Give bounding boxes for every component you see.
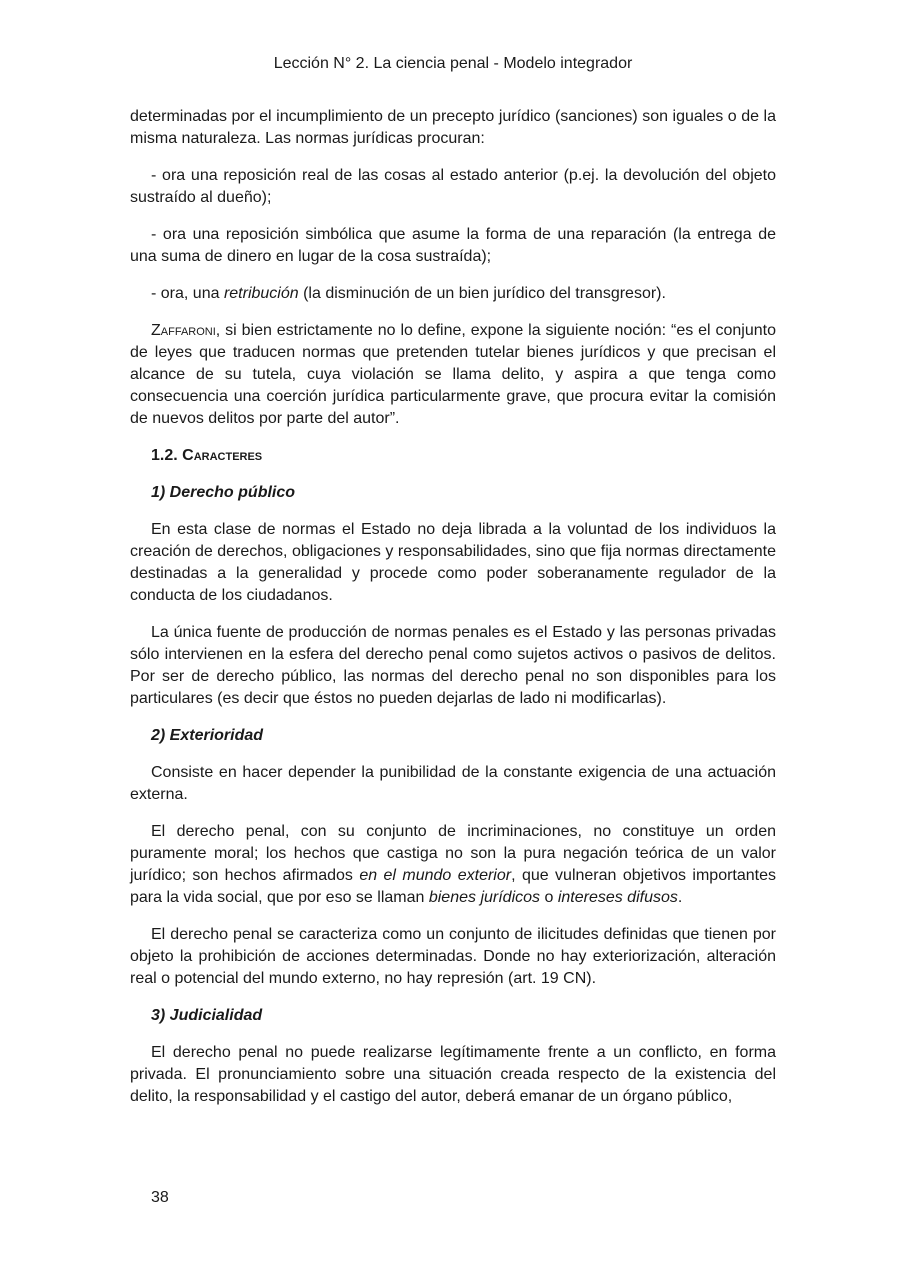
paragraph: Consiste en hacer depender la punibilidad de la constante exigencia de una actuación externa. <box>130 764 776 803</box>
italic-term: en el mundo exterior <box>359 867 512 884</box>
text-run: , si bien estrictamente no lo define, expone la siguiente noción: “es el conjunto de leyes que traducen normas que pretenden tutelar bienes jurídicos y que precisan el alcance de su tutela, cuya violación se llama delito, y aspira a que tenga como consecuencia una coerción jurídica particularmente grave, que procura evitar la comisión de nuevos delitos por parte del autor”. <box>130 322 776 427</box>
page-number: 38 <box>151 1189 169 1206</box>
list-item: - ora una reposición real de las cosas al estado anterior (p.ej. la devolución del objeto sustraído al dueño); <box>130 167 776 206</box>
paragraph: En esta clase de normas el Estado no deja librada a la voluntad de los individuos la creación de derechos, obligaciones y responsabilidades, sino que fija normas directamente destinadas a la generalidad y procede como poder soberanamente regulador de la conducta de los ciudadanos. <box>130 521 776 604</box>
author-name: Zaffaroni <box>151 322 216 339</box>
italic-term: intereses difusos <box>557 889 678 906</box>
list-item <box>130 283 776 305</box>
section-number: 1.2. <box>151 447 183 464</box>
paragraph: La única fuente de producción de normas penales es el Estado y las personas privadas sólo intervienen en la esfera del derecho penal como sujetos activos o pasivos de delitos. Por ser de derecho público, las normas del derecho penal no son disponibles para los particulares (es decir que éstos no pueden dejarlas de lado ni modificarlas). <box>130 624 776 707</box>
italic-term: retribución <box>223 285 299 302</box>
paragraph <box>130 821 776 909</box>
section-heading <box>130 445 776 467</box>
text-run: El derecho penal, con su conjunto de incriminaciones, no constituye un orden puramente moral; los hechos que castiga no son la pura negación teórica de un valor jurídico; son hechos afirmados <box>130 823 776 884</box>
text-run: (la disminución de un bien jurídico del transgresor). <box>298 285 666 302</box>
subheading: 2) Exterioridad <box>151 727 264 744</box>
paragraph: El derecho penal no puede realizarse legítimamente frente a un conflicto, en forma privada. El pronunciamiento sobre una situación creada respecto de la existencia del delito, la responsabilidad y el castigo del autor, deberá emanar de un órgano público, <box>130 1044 776 1105</box>
text-run: , que vulneran objetivos importantes para la vida social, que por eso se llaman <box>130 867 777 906</box>
text-run: - ora, una <box>151 285 224 302</box>
page-body <box>130 106 776 1123</box>
running-header: Lección N° 2. La ciencia penal - Modelo integrador <box>273 55 633 72</box>
subheading: 3) Judicialidad <box>151 1007 263 1024</box>
subheading: 1) Derecho público <box>151 484 296 501</box>
list-item: - ora una reposición simbólica que asume la forma de una reparación (la entrega de una suma de dinero en lugar de la cosa sustraída); <box>130 226 776 265</box>
paragraph: determinadas por el incumplimiento de un precepto jurídico (sanciones) son iguales o de la misma naturaleza. Las normas jurídicas procuran: <box>130 108 776 147</box>
italic-term: bienes jurídicos <box>428 889 541 906</box>
paragraph <box>130 320 776 430</box>
section-title: Caracteres <box>182 447 263 464</box>
text-run: . <box>677 889 683 906</box>
paragraph: El derecho penal se caracteriza como un conjunto de ilicitudes definidas que tienen por objeto la prohibición de acciones determinadas. Donde no hay exteriorización, alteración real o potencial del mundo externo, no hay represión (art. 19 CN). <box>130 926 776 987</box>
text-run: o <box>540 889 558 906</box>
